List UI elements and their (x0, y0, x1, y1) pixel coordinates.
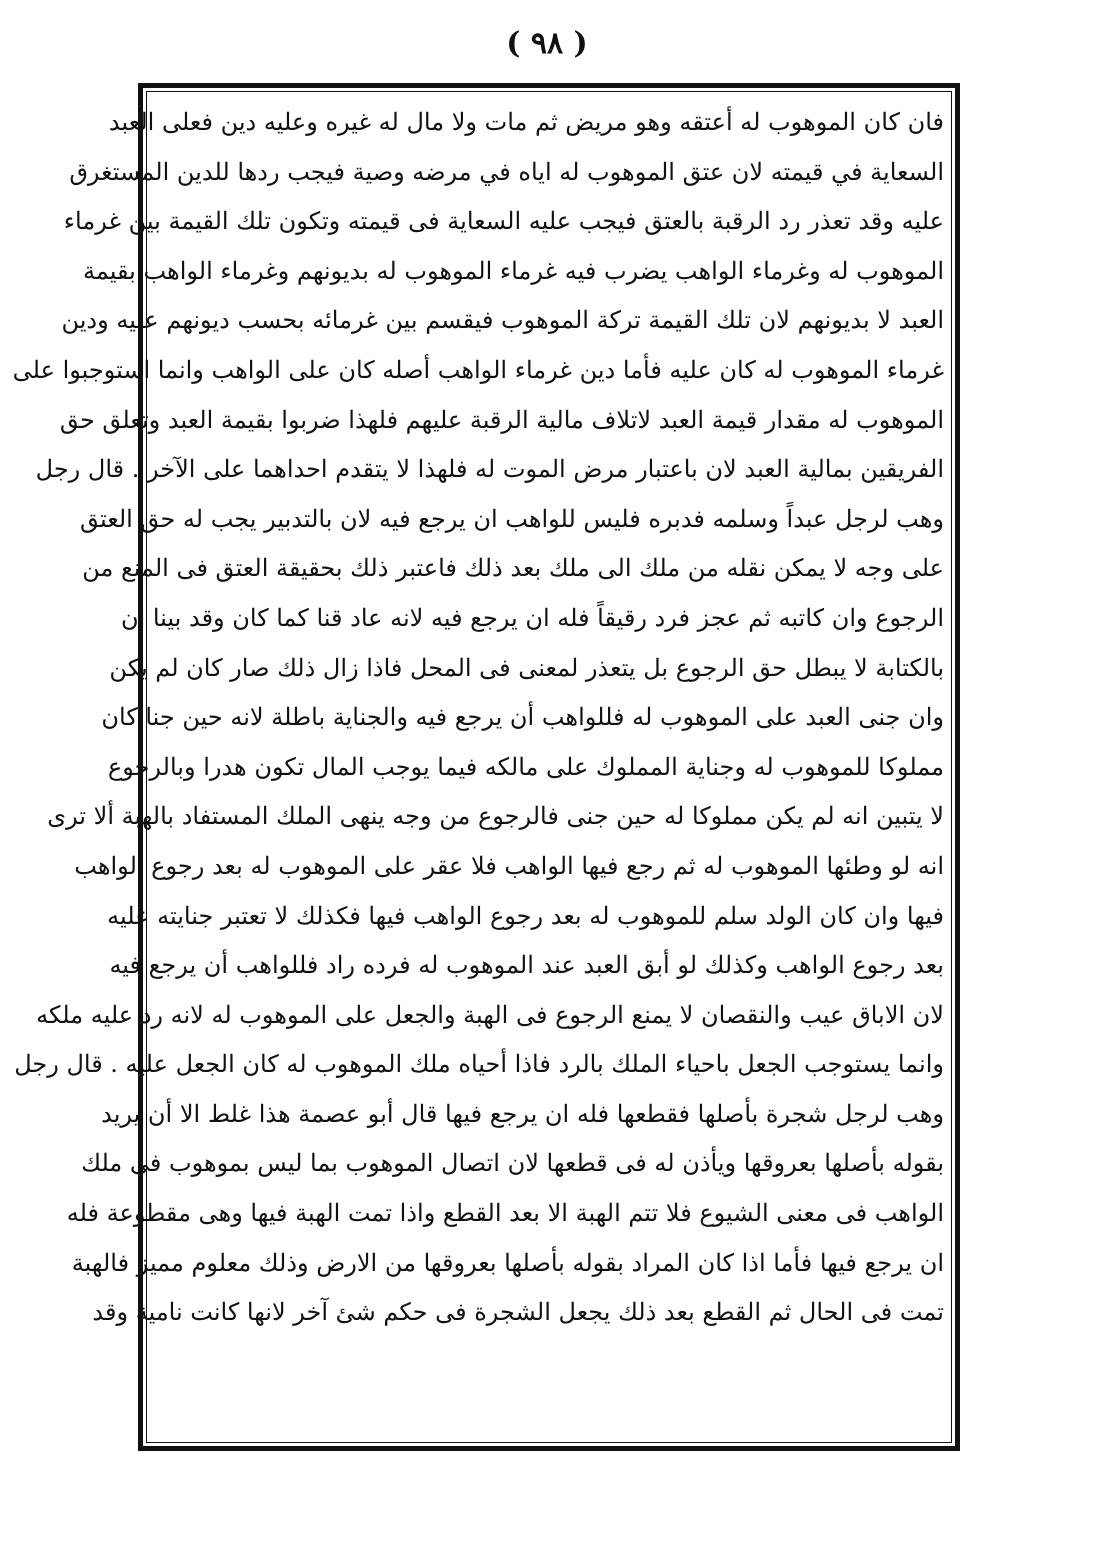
text-line: ان يرجع فيها فأما اذا كان المراد بقوله بأصلها بعروقها من الارض وذلك معلوم مميز فالهبة (71, 1248, 944, 1277)
text-line: لان الاباق عيب والنقصان لا يمنع الرجوع فى الهبة والجعل على الموهوب له لانه رد عليه ملكه (36, 1000, 944, 1029)
text-line: عليه وقد تعذر رد الرقبة بالعتق فيجب عليه السعاية فى قيمته وتكون تلك القيمة بين غرماء (63, 207, 944, 236)
text-line: وهب لرجل عبداً وسلمه فدبره فليس للواهب ان يرجع فيه لان بالتدبير يجب له حق العتق (79, 504, 944, 533)
text-line: الموهوب له وغرماء الواهب يضرب فيه غرماء الموهوب له بديونهم وغرماء الواهب بقيمة (83, 256, 944, 285)
text-line: على وجه لا يمكن نقله من ملك الى ملك بعد ذلك فاعتبر ذلك بحقيقة العتق فى المنع من (82, 554, 944, 583)
text-line: بقوله بأصلها بعروقها ويأذن له فى قطعها لان اتصال الموهوب بما ليس بموهوب فى ملك (81, 1149, 944, 1178)
text-line: وانما يستوجب الجعل باحياء الملك بالرد فاذا أحياه ملك الموهوب له كان الجعل عليه . قال رجل (14, 1050, 944, 1079)
text-line: العبد لا بديونهم لان تلك القيمة تركة الموهوب فيقسم بين غرمائه بحسب ديونهم عليه ودين (61, 306, 944, 335)
text-line: فان كان الموهوب له أعتقه وهو مريض ثم مات ولا مال له غيره وعليه دين فعلى العبد (108, 108, 944, 136)
text-line: مملوكا للموهوب له وجناية المملوك على مالكه فيما يوجب المال تكون هدرا وبالرجوع (107, 752, 944, 781)
text-line: بعد رجوع الواهب وكذلك لو أبق العبد عند الموهوب له فرده راد فللواهب أن يرجع فيه (109, 951, 944, 980)
text-line: انه لو وطئها الموهوب له ثم رجع فيها الواهب فلا عقر على الموهوب له بعد رجوع الواهب (74, 851, 944, 880)
text-line: الفريقين بمالية العبد لان باعتبار مرض الموت له فلهذا لا يتقدم احداهما على الآخر . قال رجل (35, 455, 944, 484)
text-line: بالكتابة لا يبطل حق الرجوع بل يتعذر لمعنى فى المحل فاذا زال ذلك صار كان لم يكن (109, 653, 944, 682)
text-line: وهب لرجل شجرة بأصلها فقطعها فله ان يرجع فيها قال أبو عصمة هذا غلط الا أن يريد (101, 1099, 944, 1128)
text-line: الواهب فى معنى الشيوع فلا تتم الهبة الا بعد القطع واذا تمت الهبة فيها وهى مقطوعة فله (66, 1199, 944, 1228)
text-line: السعاية في قيمته لان عتق الموهوب له اياه في مرضه وصية فيجب ردها للدين المستغرق (69, 157, 944, 186)
text-line: تمت فى الحال ثم القطع بعد ذلك يجعل الشجرة فى حكم شئ آخر لانها كانت نامية وقد (92, 1298, 944, 1327)
text-line: غرماء الموهوب له كان عليه فأما دين غرماء الواهب أصله كان على الواهب وانما استوجبوا على (12, 355, 944, 384)
text-line: فيها وان كان الولد سلم للموهوب له بعد رجوع الواهب فيها فكذلك لا تعتبر جنايته عليه (107, 901, 944, 930)
text-line: لا يتبين انه لم يكن مملوكا له حين جنى فالرجوع من وجه ينهى الملك المستفاد بالهبة ألا ترى (47, 802, 944, 831)
text-line: الموهوب له مقدار قيمة العبد لاتلاف مالية الرقبة عليهم فلهذا ضربوا بقيمة العبد وتعلق حق (59, 405, 944, 434)
text-line: وان جنى العبد على الموهوب له فللواهب أن يرجع فيه والجناية باطلة لانه حين جنا كان (101, 703, 944, 732)
page-number: ( ٩٨ ) (506, 26, 588, 61)
body-text (12, 98, 944, 1338)
text-line: الرجوع وان كاتبه ثم عجز فرد رقيقاً فله ان يرجع فيه لانه عاد قنا كما كان وقد بينا ان (120, 603, 944, 632)
